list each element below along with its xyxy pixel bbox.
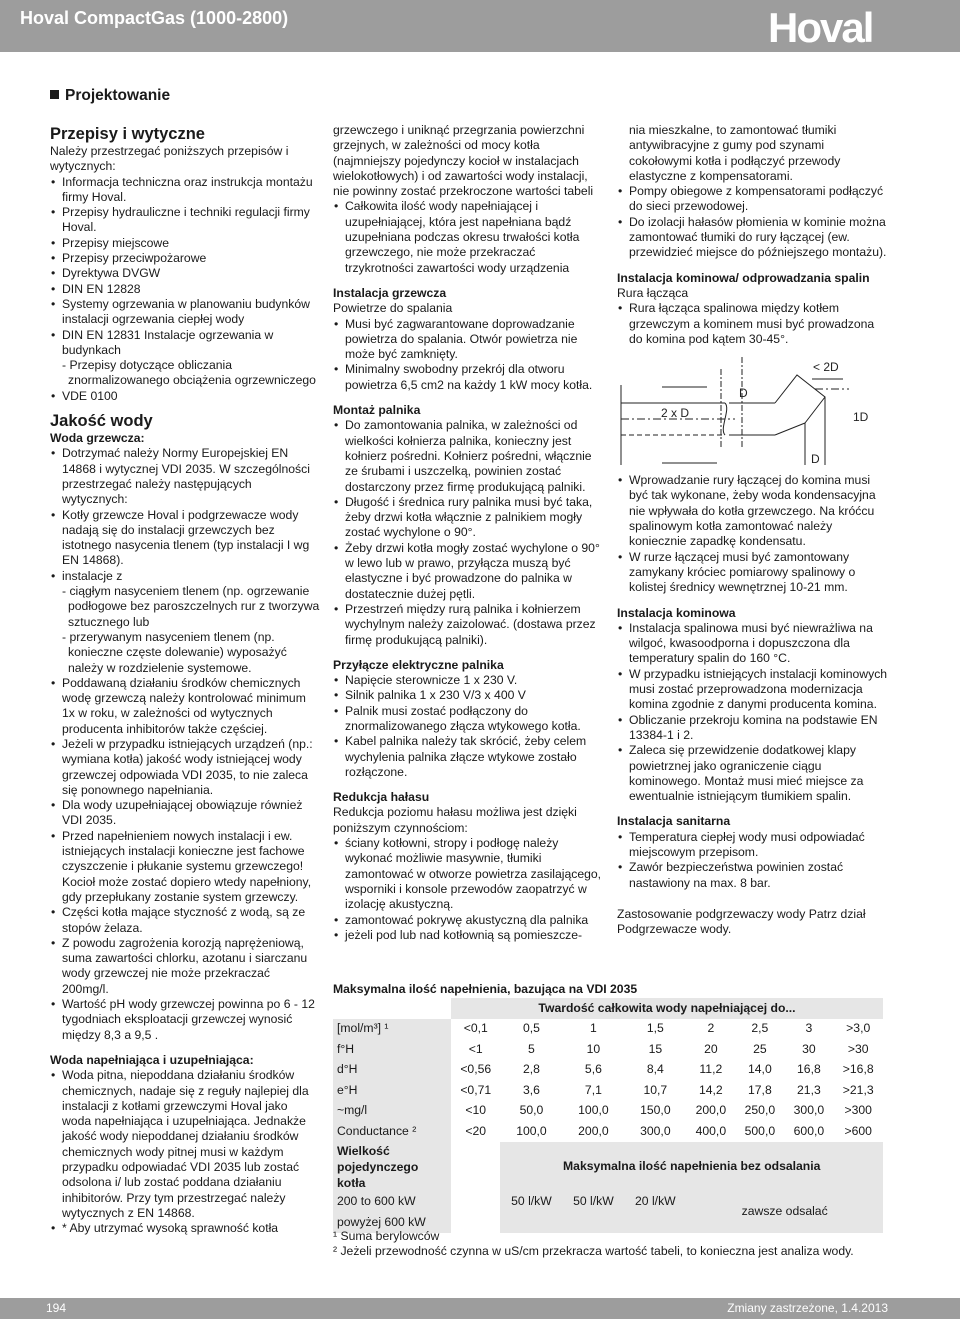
- table-row: [333, 1039, 883, 1060]
- bullet-list: [50, 569, 320, 584]
- table-cell: 2,8: [522, 1062, 540, 1077]
- bullet-list: [50, 798, 320, 829]
- subsection-title: Woda napełniająca i uzupełniająca:: [50, 1052, 254, 1067]
- bullet-list: [333, 836, 605, 912]
- bullet-list: [50, 282, 320, 297]
- bullet-item: • Kotły grzewcze Hoval i podgrzewacze wody nadają się do instalacji grzewczych bez istotnego nasycenia tlenem (typ instalacji I wg EN 14868).: [50, 508, 320, 569]
- bullet-item: • Z powodu zagrożenia korozją naprężeniową, suma zawartości chlorku, azotanu i siarczanu wody grzewczej nie może przekraczać 200mg/l.: [50, 936, 320, 997]
- table-header: Twardość całkowita wody napełniającej do...: [451, 998, 883, 1019]
- bullet-list: [333, 199, 605, 275]
- label-1d: 1D: [853, 410, 869, 425]
- bullet-item: • Dla wody uzupełniającej obowiązuje również VDI 2035.: [50, 798, 320, 829]
- table-cell: 50 l/kW: [500, 1192, 562, 1213]
- bullet-item: • Długość i średnica rury palnika musi być taka, żeby drzwi kotła włącznie z palnikiem mogły zostać wychylone o 90°.: [333, 495, 605, 541]
- bullet-list: [50, 1068, 320, 1221]
- dash-item: - ciągłym nasyceniem tlenem (np. ogrzewanie podłogowe bez paroszczelnych rur z tworzywa sztucznego lub: [62, 584, 320, 629]
- bullet-list: [333, 495, 605, 541]
- spacer: [617, 891, 889, 907]
- bullet-item: • Zaleca się przewidzenie dodatkowej klapy powietrznej jako ograniczenie ciągu kominowego. Montaż musi mieć miejsce za ewentualnie istniejącym tłumikiem spalin.: [617, 743, 889, 804]
- page-header: [0, 0, 960, 52]
- bullet-list: [617, 830, 889, 861]
- bullet-item: • Palnik musi zostać podłączony do znormalizowanego złącza wtykowego kotła.: [333, 704, 605, 735]
- table-row: [333, 1142, 883, 1192]
- bullet-item: • Rura łącząca spalinowa między kotłem grzewczym a kominem musi być prowadzona do komina pod kątem 30-45°.: [617, 301, 889, 347]
- table-cell: <1: [468, 1041, 483, 1056]
- bullet-item: • Temperatura ciepłej wody musi odpowiadać miejscowym przepisom.: [617, 830, 889, 861]
- bullet-list: [333, 704, 605, 735]
- table-cell: <20: [465, 1123, 487, 1138]
- bullet-item: • Zawór bezpieczeństwa powinien zostać nastawiony na max. 8 bar.: [617, 860, 889, 891]
- table-cell: >21,3: [842, 1082, 874, 1097]
- bullet-list: [50, 297, 320, 328]
- table-cell: 3: [805, 1021, 813, 1036]
- bullet-list: [50, 936, 320, 997]
- label-d-top: D: [739, 386, 748, 401]
- bullet-item: • Wartość pH wody grzewczej powinna po 6 - 12 tygodniach eksploatacji grzewczej wynosić między 8,3 a 9,5 .: [50, 997, 320, 1043]
- table-cell: 21,3: [797, 1082, 821, 1097]
- table-cell: >30: [847, 1041, 869, 1056]
- bullet-list: [333, 734, 605, 780]
- bullet-list: [50, 446, 320, 507]
- table-cell: 7,1: [584, 1082, 602, 1097]
- bullet-list: [50, 905, 320, 936]
- bullet-list: [333, 913, 605, 928]
- bullet-item: • Całkowita ilość wody napełniającej i uzupełniającej, która jest napełniana bądź uzupełniana podczas okresu trwałości kotła grzewczego, nie może przekraczać trzykrotności zawartości wody urządzenia: [333, 199, 605, 275]
- header-title: Hoval CompactGas (1000-2800): [20, 8, 289, 28]
- bullet-item: • Przed napełnieniem nowych instalacji i ew. istniejących instalacji konieczne jest fachowe czyszczenie i płukanie systemu grzewczego! Kocioł może zostać dopiero wtedy napełniony, gdy przepłukany zostanie system grzewczy.: [50, 829, 320, 905]
- bullet-item: • ściany kotłowni, stropy i podłogę należy wykonać możliwie masywnie, tłumiki zamontować w otworze powietrza zasilającego, wsporniki i konsole przewodów zaopatrzyć w izolację akustyczną.: [333, 836, 605, 912]
- label-2xd: 2 x D: [661, 406, 690, 421]
- max-fill-header: Maksymalna ilość napełnienia bez odsalania: [500, 1142, 883, 1192]
- size-label: Wielkość pojedynczego kotła: [333, 1142, 451, 1192]
- bullet-list: [333, 673, 605, 688]
- table-cell: 200,0: [578, 1123, 609, 1138]
- bullet-item: • Silnik palnika 1 x 230 V/3 x 400 V: [333, 688, 605, 703]
- table-cell: 2,5: [751, 1021, 769, 1036]
- dash-item: - Przepisy dotyczące obliczania znormalizowanego obciążenia ogrzewniczego: [62, 358, 316, 388]
- table-cell: 1: [590, 1021, 597, 1036]
- bullet-item: • DIN EN 12828: [50, 282, 320, 297]
- table-cell: 250,0: [744, 1103, 776, 1118]
- row-label: Conductance ²: [333, 1121, 451, 1142]
- bullet-item: • DIN EN 12831 Instalacje ogrzewania w budynkach: [50, 328, 320, 359]
- bullet-list: [617, 184, 889, 215]
- bullet-item: • Do zamontowania palnika, w zależności od wielkości kołnierza palnika, konieczny jest kołnierz pośredni. Kołnierz pośredni, włącznie ze śrubami i uszczelką, powinien zostać dostarczony przez firmę produkującą palniki.: [333, 418, 605, 494]
- table-cell: 1,5: [646, 1021, 664, 1036]
- bullet-list: [50, 389, 320, 404]
- subsection-title: Instalacja kominowa: [617, 605, 736, 620]
- table-row: [333, 1101, 883, 1122]
- table-title: Maksymalna ilość napełnienia, bazująca na VDI 2035: [333, 982, 638, 996]
- bullet-item: • jeżeli pod lub nad kotłownią są pomieszcze-: [333, 928, 605, 943]
- table-row: [333, 1060, 883, 1081]
- bullet-item: • Obliczanie przekroju komina na podstawie EN 13384-1 i 2.: [617, 713, 889, 744]
- table-cell: 20: [704, 1041, 718, 1056]
- column-1: [50, 123, 320, 1236]
- label-d-bottom: D: [811, 452, 820, 466]
- subsection-title: Instalacja sanitarna: [617, 814, 731, 829]
- bullet-item: • Dotrzymać należy Normy Europejskiej EN 14868 i wytycznej VDI 2035. W szczególności przestrzegać należy następujących wytycznych:: [50, 446, 320, 507]
- table-cell: >600: [844, 1123, 872, 1138]
- bullet-list: [617, 743, 889, 804]
- revision-note: Zmiany zastrzeżone, 1.4.2013: [727, 1301, 888, 1315]
- table-cell: 0,5: [522, 1021, 540, 1036]
- bullet-item: • Informacja techniczna oraz instrukcja montażu firmy Hoval.: [50, 175, 320, 206]
- bullet-list: [617, 215, 889, 261]
- table-cell: 400,0: [695, 1123, 727, 1138]
- bullet-item: • Wprowadzanie rury łączącej do komina musi być tak wykonane, żeby woda kondensacyjna nie wpływała do kotła grzewczego. Na króćcu spalinowym kotła zamontować należy koniecznie zapadkę kondensatu.: [617, 473, 889, 549]
- bullet-list: [50, 997, 320, 1043]
- bullet-list: [333, 362, 605, 393]
- footnote-1: ¹ Suma berylowców: [333, 1229, 440, 1243]
- flue-pipe-diagram: [617, 353, 887, 465]
- table-cell: <10: [465, 1103, 487, 1118]
- table-row: [333, 1121, 883, 1142]
- table-cell: 50,0: [519, 1103, 544, 1118]
- paragraph: Zastosowanie podgrzewaczy wody Patrz dział Podgrzewacze wody.: [617, 906, 866, 937]
- bullet-list: [50, 175, 320, 206]
- table-cell: 5: [528, 1041, 535, 1056]
- table-cell: >16,8: [842, 1062, 874, 1077]
- table-cell: 150,0: [640, 1103, 671, 1118]
- table-cell: 3,6: [522, 1082, 540, 1097]
- footnote-2: ² Jeżeli przewodność czynna w uS/cm przekracza wartość tabeli, to konieczna jest analiza wody.: [333, 1244, 854, 1258]
- bullet-item: • Przepisy przeciwpożarowe: [50, 251, 320, 266]
- bullet-item: • Żeby drzwi kotła mogły zostać wychylone o 90° w lewo lub w prawo, przyłącza muszą być elastyczne i być prowadzone do palnika w dostatecznie dużej pętli.: [333, 541, 605, 602]
- bullet-list: [50, 829, 320, 905]
- bullet-item: • VDE 0100: [50, 389, 320, 404]
- subsection-title: Montaż palnika: [333, 403, 421, 418]
- bullet-item: • Do izolacji hałasów płomienia w kominie można zamontować tłumiki do rury łączącej (ew. przewidzieć miejsce do późniejszego montażu).: [617, 215, 889, 261]
- bullet-list: [617, 473, 889, 549]
- label-2d: < 2D: [813, 360, 839, 375]
- bullet-list: [333, 928, 605, 943]
- bullet-item: • Dyrektywa DVGW: [50, 266, 320, 281]
- table-row: [333, 1019, 883, 1040]
- bullet-item: • Napięcie sterownicze 1 x 230 V.: [333, 673, 605, 688]
- bullet-list: [50, 251, 320, 266]
- table-cell: 20 l/kW: [624, 1192, 686, 1213]
- table-cell: 25: [753, 1041, 767, 1056]
- bullet-item: • Przepisy miejscowe: [50, 236, 320, 251]
- bullet-list: [617, 621, 889, 667]
- bullet-list: [333, 541, 605, 602]
- table-cell: 15: [648, 1041, 663, 1056]
- bullet-list: [50, 328, 320, 359]
- bullet-list: [333, 317, 605, 363]
- row-label: e°H: [333, 1080, 451, 1101]
- table-cell: >300: [844, 1103, 872, 1118]
- square-bullet-icon: [50, 90, 59, 99]
- table-cell: 300,0: [640, 1123, 671, 1138]
- table-cell: >3,0: [846, 1021, 871, 1036]
- bullet-list: [617, 667, 889, 713]
- bullet-item: • Instalacja spalinowa musi być niewrażliwa na wilgoć, kwasoodporna i dopuszczona dla temperatury spalin do 160 °C.: [617, 621, 889, 667]
- bullet-item: • Poddawaną działaniu środków chemicznych wodę grzewczą należy kontrolować minimum 1x w roku, w zależności od wytycznych producenta inhibitorów także częściej.: [50, 676, 320, 737]
- bullet-item: • Kabel palnika należy tak skrócić, żeby celem wychylenia palnika złącze wtykowe zostało rozłączone.: [333, 734, 605, 780]
- bullet-list: [617, 550, 889, 596]
- table-cell: <0,56: [460, 1062, 492, 1077]
- bullet-list: [617, 860, 889, 891]
- section-title: Przepisy i wytyczne: [50, 125, 205, 143]
- bullet-item: • Pompy obiegowe z kompensatorami podłączyć do sieci przewodowej.: [617, 184, 889, 215]
- subsection-title: Przyłącze elektryczne palnika: [333, 657, 504, 672]
- bullet-list: [333, 602, 605, 648]
- table-cell: 200,0: [695, 1103, 727, 1118]
- bullet-item: • Jeżeli w przypadku istniejących urządzeń (np.: wymiana kotła) jakość wody istniejącej wody grzewczej odpowiada VDI 2035, to nie zaleca się ponownego napełniania.: [50, 737, 320, 798]
- table-cell: 11,2: [699, 1062, 723, 1077]
- subsection-title: Instalacja kominowa/ odprowadzania spalin: [617, 270, 870, 285]
- table-cell: 100,0: [578, 1103, 609, 1118]
- row-label: powyżej 600 kW: [333, 1212, 451, 1233]
- table-cell: 10,7: [643, 1082, 668, 1097]
- table-cell: 17,8: [748, 1082, 772, 1097]
- bullet-item: • Woda pitna, niepoddana działaniu środków chemicznych, nadaje się z reguły najlepiej dla instalacji z kotłami grzewczymi Hoval jako woda napełniająca i uzupełniająca. Jednakże jakość wody niepoddanej działaniu środków chemicznych wody pitnej musi w każdym przypadku odpowiadać VDI 2035 lub zostać odsolona i/ lub zostać poddana działaniu inhibitorów. Przy tym przestrzegać należy wytycznych z EN 14868.: [50, 1068, 320, 1221]
- bullet-list: [333, 418, 605, 494]
- bullet-item: • * Aby utrzymać wysoką sprawność kotła: [50, 1221, 320, 1236]
- column-3: [617, 123, 889, 937]
- table-cell: 600,0: [793, 1123, 825, 1138]
- page-number: 194: [46, 1301, 67, 1315]
- row-label: f°H: [333, 1039, 451, 1060]
- paragraph: Powietrze do spalania: [333, 301, 453, 316]
- bullet-item: • W rurze łączącej musi być zamontowany zamykany króciec pomiarowy spalinowy o kolistej średnicy wewnętrznej 10-21 mm.: [617, 550, 889, 596]
- bullet-item: • Musi być zagwarantowane doprowadzanie powietrza do spalania. Otwór powietrza nie może być zamknięty.: [333, 317, 605, 363]
- continued-bullet-text: nia mieszkalne, to zamontować tłumiki antywibracyjne z gumy pod szynami cokołowymi kotła i podłączyć przewody elastyczne z kompensatorami.: [629, 123, 841, 183]
- section-title: Jakość wody: [50, 412, 153, 431]
- table-cell: 5,6: [584, 1062, 602, 1077]
- table-header-row: [333, 998, 883, 1019]
- bullet-list: [50, 737, 320, 798]
- bullet-list: [50, 205, 320, 236]
- bullet-item: • Systemy ogrzewania w planowaniu budynków instalacji ogrzewania ciepłej wody: [50, 297, 320, 328]
- table-cell: 14,0: [748, 1062, 772, 1077]
- bullet-item: • zamontować pokrywę akustyczną dla palnika: [333, 913, 605, 928]
- column-2: [333, 123, 605, 943]
- bullet-item: • Części kotła mające styczność z wodą, są ze stopów żelaza.: [50, 905, 320, 936]
- table-cell: <0,1: [463, 1021, 488, 1036]
- bullet-item: • W przypadku istniejących instalacji kominowych musi zostać przeprowadzona modernizacja komina zgodnie z danymi producenta komina.: [617, 667, 889, 713]
- table-cell: 100,0: [516, 1123, 547, 1138]
- table-cell: 16,8: [797, 1062, 821, 1077]
- flue-pipe-svg: [617, 353, 887, 465]
- page-footer: [0, 1298, 960, 1319]
- fill-quantity-table: [333, 998, 883, 1233]
- table-cell: 14,2: [698, 1082, 723, 1097]
- bullet-list: [617, 713, 889, 744]
- table-row: [333, 1080, 883, 1101]
- paragraph: Redukcja poziomu hałasu możliwa jest dzięki poniższym czynnościom:: [333, 805, 577, 835]
- paragraph: grzewczego i uniknąć przegrzania powierzchni grzejnych, w zależności od mocy kotła (najmniejszy pojedynczy kocioł w instalacjach wielokotłowych) i od zawartości wody instalacji, nie powinny zostać przekroczone wartości tabeli: [333, 123, 594, 199]
- table-cell: <0,71: [460, 1082, 492, 1097]
- table-cell: 2: [707, 1021, 715, 1036]
- bullet-list: [617, 301, 889, 347]
- bullet-list: [333, 688, 605, 703]
- table-cell: 50 l/kW: [562, 1192, 624, 1213]
- dash-item: - przerywanym nasyceniem tlenem (np. konieczne częste dolewanie) wyposażyć należy w rozdzielenie systemowe.: [62, 629, 287, 675]
- row-label: d°H: [333, 1060, 451, 1081]
- bullet-list: [50, 508, 320, 569]
- paragraph: Rura łącząca: [617, 285, 689, 300]
- paragraph: Należy przestrzegać poniższych przepisów i wytycznych:: [50, 144, 289, 174]
- row-label: [mol/m³] ¹: [333, 1019, 451, 1040]
- bullet-list: [50, 236, 320, 251]
- table-row: [333, 1192, 883, 1213]
- bullet-item: • Przepisy hydrauliczne i techniki regulacji firmy Hoval.: [50, 205, 320, 236]
- row-label: ~mg/l: [333, 1101, 451, 1122]
- subsection-title: Instalacja grzewcza: [333, 285, 447, 300]
- subsection-title: Woda grzewcza:: [50, 431, 145, 446]
- bullet-item: • Minimalny swobodny przekrój dla otworu powietrza 6,5 cm2 na każdy 1 kW mocy kotła.: [333, 362, 605, 393]
- table-cell: 8,4: [646, 1062, 664, 1077]
- bullet-list: [50, 266, 320, 281]
- section-heading: Projektowanie: [50, 86, 170, 106]
- subsection-title: Redukcja hałasu: [333, 790, 430, 805]
- bullet-item: • Przestrzeń między rurą palnika i kołnierzem wychylnym należy zaizolować. (dostawa przez firmę produkującą palniki).: [333, 602, 605, 648]
- hoval-logo: Hoval: [768, 4, 873, 51]
- always-desalt-cell: zawsze odsalać: [686, 1192, 883, 1233]
- bullet-list: [50, 1221, 320, 1236]
- column-3-bottom: [617, 473, 889, 937]
- bullet-list: [50, 676, 320, 737]
- column-3-top: [617, 123, 889, 347]
- row-label: 200 to 600 kW: [333, 1192, 451, 1213]
- table-cell: 30: [802, 1041, 816, 1056]
- bullet-item: • instalacje z: [50, 569, 320, 584]
- table-cell: 300,0: [793, 1103, 825, 1118]
- table-cell: 500,0: [744, 1123, 776, 1138]
- table-cell: 10: [586, 1041, 601, 1056]
